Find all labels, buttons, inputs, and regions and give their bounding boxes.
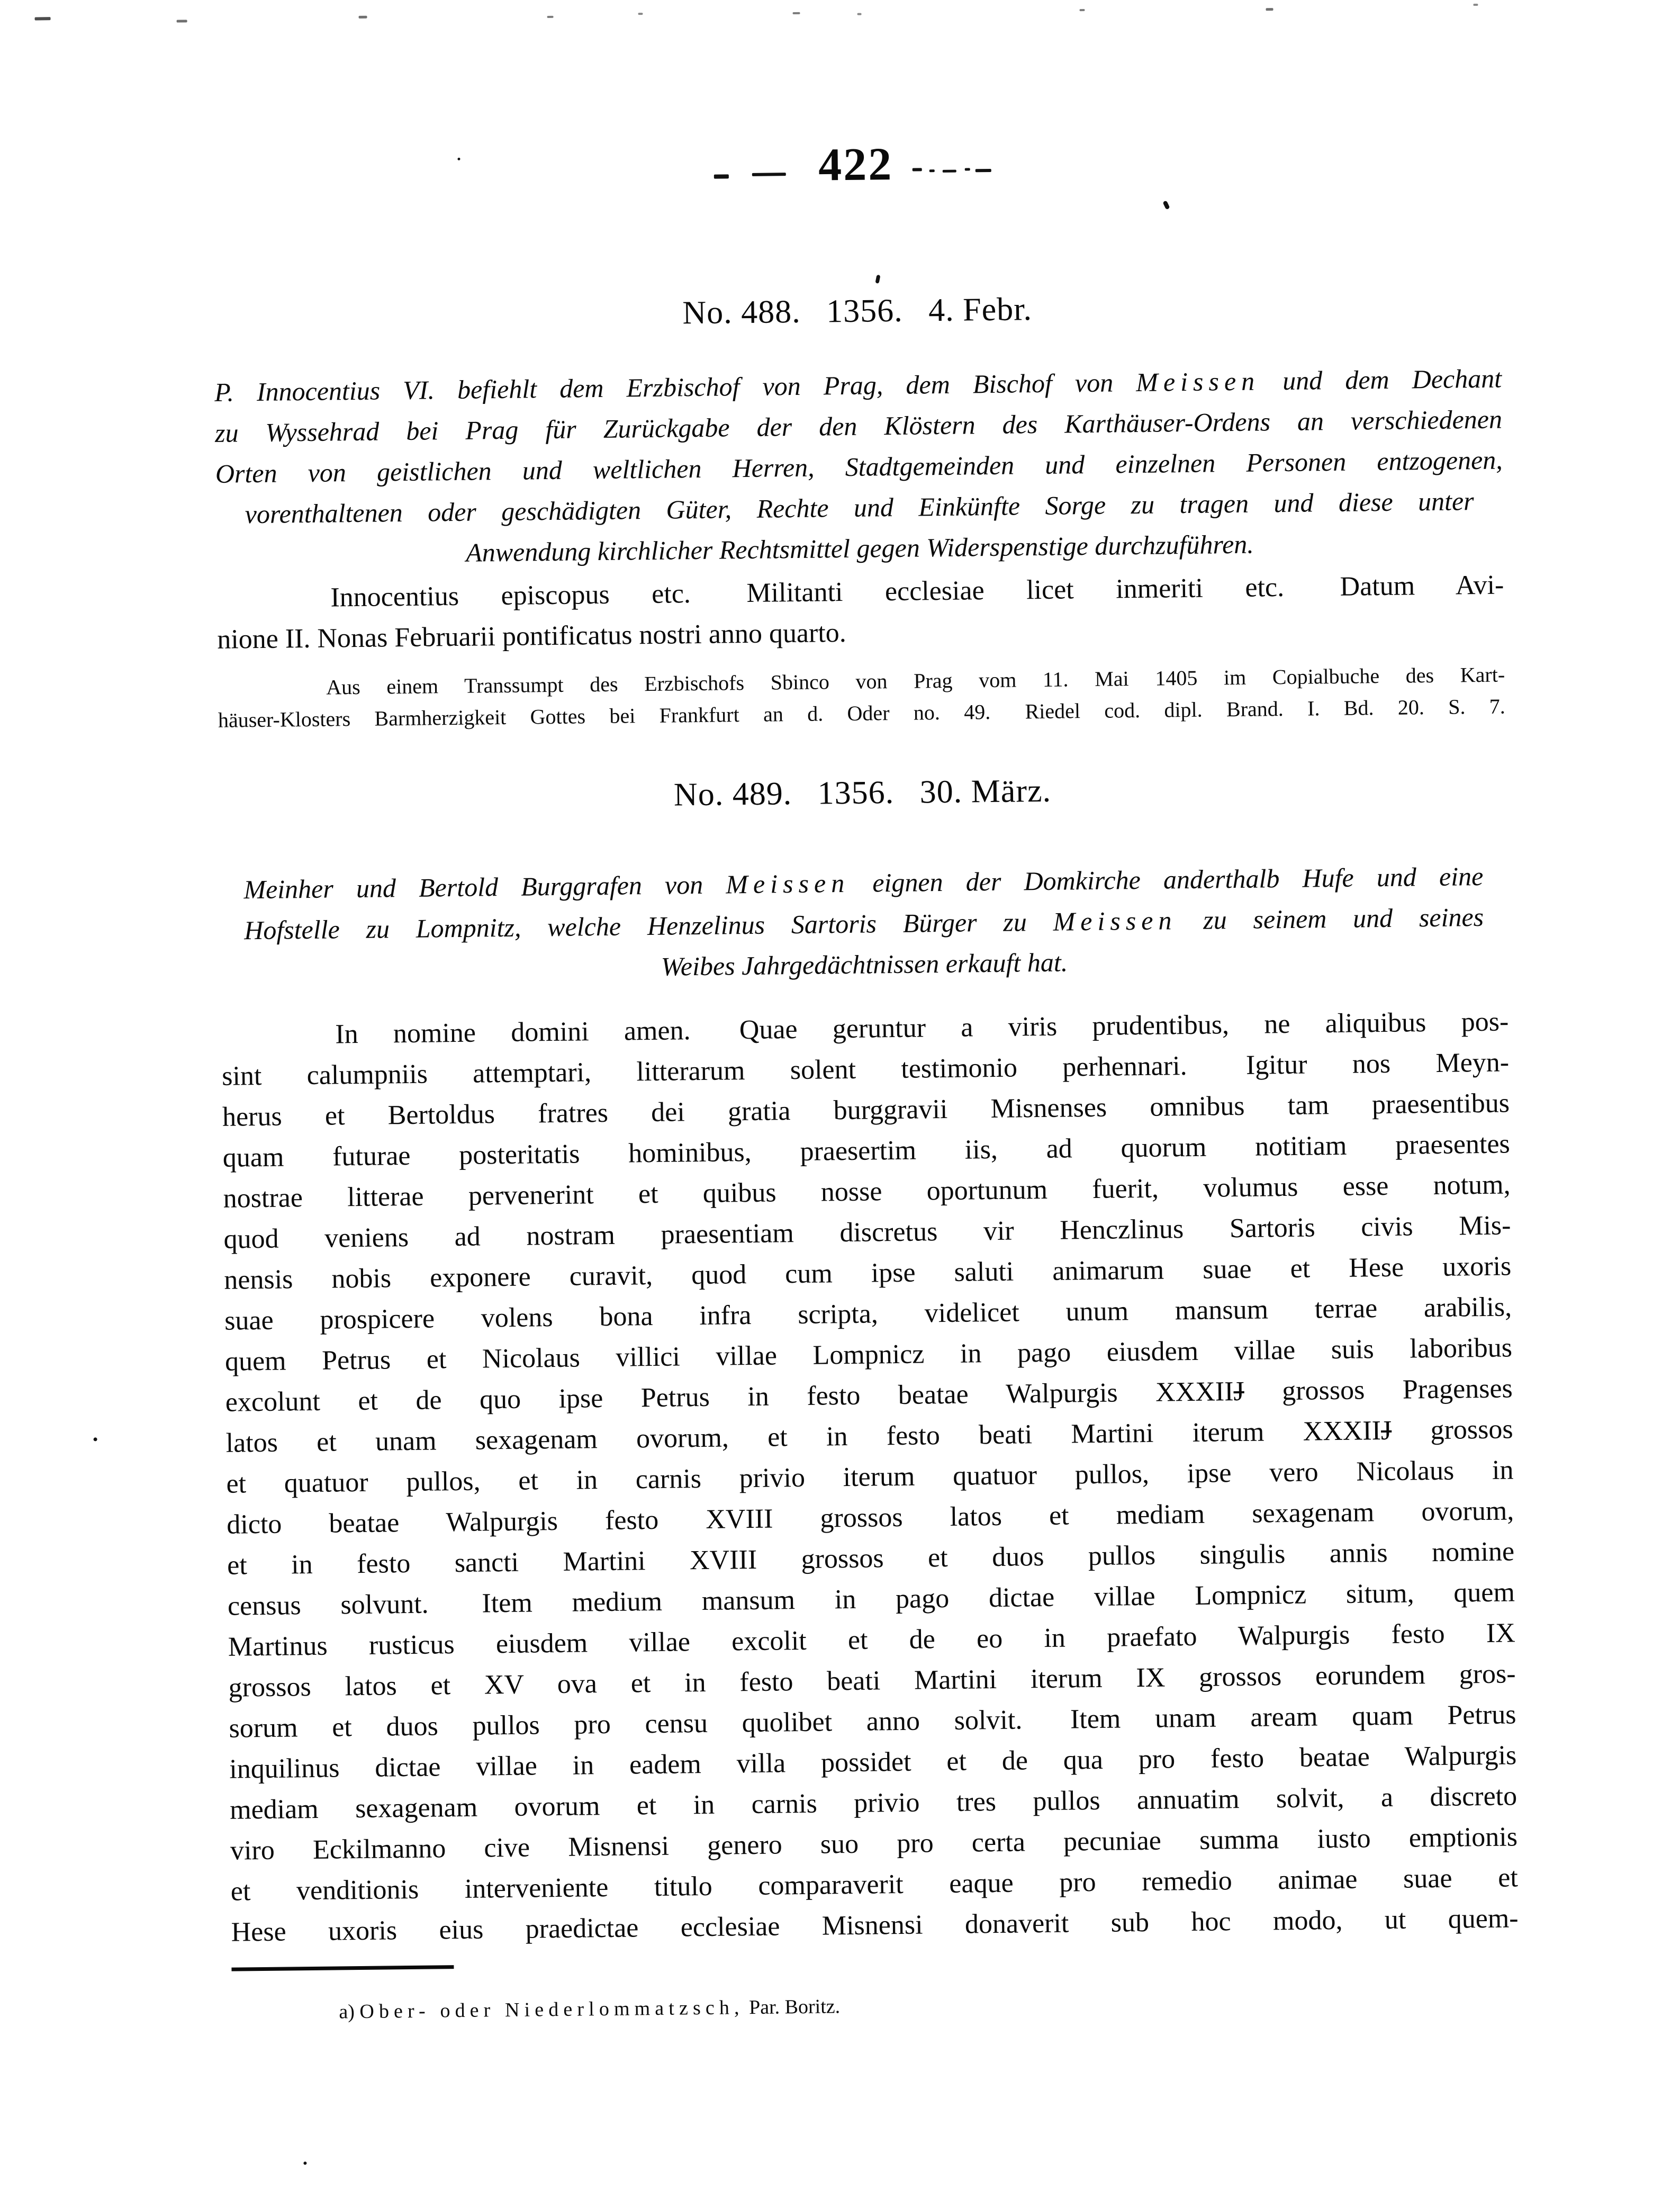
text-line: excolunt et de quo ipse Petrus in festo beatae Walpurgis XXXIIJ grossos Pragenses xyxy=(225,1373,1513,1418)
text-line: nione II. Nonas Februarii pontificatus nostri anno quarto. xyxy=(216,617,847,655)
text-line: Meinher und Bertold Burggrafen von Meissen eignen der Domkirche anderthalb Hufe und eine xyxy=(243,861,1484,905)
scan-speck xyxy=(1079,9,1085,11)
entry-488-heading: No. 488. 1356. 4. Febr. xyxy=(682,291,1033,331)
text-line: P. Innocentius VI. befiehlt dem Erzbischof von Prag, dem Bischof von Meissen und dem Dechant xyxy=(214,363,1502,407)
text-line: zu Wyssehrad bei Prag für Zurückgabe der den Klöstern des Karthäuser-Ordens an verschiedenen xyxy=(214,404,1503,448)
entry-489-body xyxy=(221,1001,1519,1952)
text-line: latos et unam sexagenam ovorum, et in festo beati Martini iterum XXXIIJ grossos xyxy=(225,1414,1513,1458)
scan-speck xyxy=(177,20,187,22)
entry-488-summary xyxy=(214,358,1504,576)
emphasized-name: Meissen xyxy=(1053,905,1177,936)
text-line: In nomine domini amen. Quae geruntur a viris prudentibus, ne aliquibus pos- xyxy=(335,1006,1509,1050)
text-line: Orten von geistlichen und weltlichen Herren, Stadtgemeinden und einzelnen Personen entzogenen, xyxy=(215,445,1503,489)
scan-speck xyxy=(793,12,800,14)
text-line: Hofstelle zu Lompnitz, welche Henzelinus Sartoris Bürger zu Meissen zu seinem und seines xyxy=(243,902,1484,945)
scan-speck xyxy=(547,16,554,18)
emphasized-name: Meissen xyxy=(726,868,850,899)
text-line: dicto beatae Walpurgis festo XVIII grossos latos et mediam sexagenam ovorum, xyxy=(227,1496,1514,1540)
text-line: nostrae litterae pervenerint et quibus nosse oportunum fuerit, volumus esse notum, xyxy=(223,1169,1511,1214)
scan-speck xyxy=(1473,4,1478,6)
text-line: grossos latos et XV ova et in festo beati Martini iterum IX grossos eorundem gros- xyxy=(228,1659,1516,1703)
scan-speck xyxy=(359,16,367,19)
page-number: 422 xyxy=(818,138,893,191)
entry-489-summary xyxy=(220,855,1508,992)
text-line: Weibes Jahrgedächtnissen erkauft hat. xyxy=(661,947,1068,981)
text-line: viro Eckilmanno cive Misnensi genero suo pro certa pecuniae summa iusto emptionis xyxy=(230,1822,1518,1866)
text-line: inquilinus dictae villae in eadem villa possidet et de qua pro festo beatae Walpurgis xyxy=(229,1740,1517,1785)
scan-speck xyxy=(303,2161,306,2165)
text-line: et in festo sancti Martini XVIII grossos et duos pullos singulis annis nomine xyxy=(227,1536,1515,1581)
text-line: mediam sexagenam ovorum et in carnis privio tres pullos annuatim solvit, a discreto xyxy=(229,1781,1518,1825)
text-line: vorenthaltenen oder geschädigten Güter, Rechte und Einkünfte Sorge zu tragen und diese unter xyxy=(245,486,1474,529)
struck-numeral: J xyxy=(1233,1376,1245,1407)
text-line: quod veniens ad nostram praesentiam discretus vir Henczlinus Sartoris civis Mis- xyxy=(223,1210,1511,1255)
text-line: et quatuor pullos, et in carnis privio iterum quatuor pullos, ipse vero Nicolaus in xyxy=(226,1455,1514,1499)
footnote: a) Ober- oder Niederlommatzsch, Par. Boritz. xyxy=(339,1995,841,2023)
scan-speck xyxy=(857,13,862,15)
text-line: sint calumpniis attemptari, litterarum solent testimonio perhennari. Igitur nos Meyn- xyxy=(221,1047,1510,1092)
text-line: Aus einem Transsumpt des Erzbischofs Sbinco von Prag vom 11. Mai 1405 im Copialbuche des Kart- xyxy=(326,662,1505,699)
text-line: Anwendung kirchlicher Rechtsmittel gegen Widerspenstige durchzuführen. xyxy=(465,529,1254,567)
entry-488-body xyxy=(216,565,1505,660)
scan-speck xyxy=(638,13,643,15)
scan-speck xyxy=(1266,8,1273,11)
text-line: Innocentius episcopus etc. Militanti ecclesiae licet inmeriti etc. Datum Avi- xyxy=(330,570,1504,613)
text-line: häuser-Klosters Barmherzigkeit Gottes bei Frankfurt an d. Oder no. 49. Riedel cod. dipl. Brand. I. Bd. 20. S. 7. xyxy=(218,694,1506,732)
text-line: suae prospicere volens bona infra scripta, videlicet unum mansum terrae arabilis, xyxy=(224,1292,1512,1336)
text-line: census solvunt. Item medium mansum in pago dictae villae Lompnicz situm, quem xyxy=(227,1577,1515,1622)
text-line: quem Petrus et Nicolaus villici villae Lompnicz in pago eiusdem villae suis laboribus xyxy=(224,1332,1513,1377)
text-line: sorum et duos pullos pro censu quolibet anno solvit. Item unam aream quam Petrus xyxy=(229,1699,1516,1744)
scan-speck xyxy=(1162,200,1170,210)
scan-speck xyxy=(35,17,51,20)
emphasized-name: Ober- oder Niederlommatzsch, xyxy=(359,1996,744,2023)
text-line: herus et Bertoldus fratres dei gratia burggravii Misnenses omnibus tam praesentibus xyxy=(222,1088,1510,1132)
text-line: nensis nobis exponere curavit, quod cum ipse saluti animarum suae et Hese uxoris xyxy=(224,1251,1512,1295)
scan-speck xyxy=(94,1437,97,1441)
text-line: et venditionis interveniente titulo comparaverit eaque pro remedio animae suae et xyxy=(230,1862,1519,1907)
scan-speck xyxy=(875,275,880,284)
text-line: Martinus rusticus eiusdem villae excolit et de eo in praefato Walpurgis festo IX xyxy=(228,1618,1516,1662)
footnote-rule xyxy=(231,1965,454,1971)
entry-489-heading: No. 489. 1356. 30. März. xyxy=(673,772,1052,813)
emphasized-name: Meissen xyxy=(1135,366,1260,398)
struck-numeral: J xyxy=(1380,1415,1392,1446)
text-line: quam futurae posteritatis hominibus, praesertim iis, ad quorum notitiam praesentes xyxy=(222,1129,1511,1173)
entry-488-source-note xyxy=(218,659,1505,736)
text-line: Hese uxoris eius praedictae ecclesiae Misnensi donaverit sub hoc modo, ut quem- xyxy=(231,1903,1519,1948)
